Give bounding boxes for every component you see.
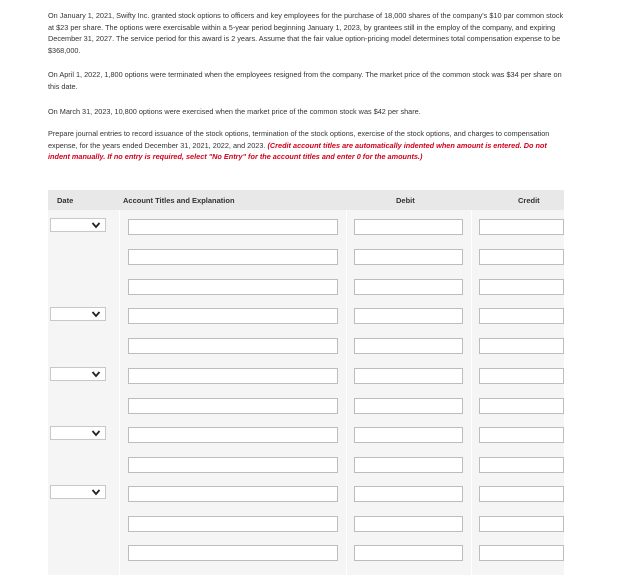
account-title-input[interactable] <box>128 457 338 473</box>
debit-input[interactable] <box>354 338 463 354</box>
account-title-input[interactable] <box>128 486 338 502</box>
column-divider <box>119 210 120 575</box>
account-title-input[interactable] <box>128 219 338 235</box>
credit-input[interactable] <box>479 249 564 265</box>
debit-input[interactable] <box>354 249 463 265</box>
debit-input[interactable] <box>354 427 463 443</box>
date-select[interactable] <box>50 485 106 499</box>
account-title-input[interactable] <box>128 249 338 265</box>
chevron-down-icon <box>91 487 101 497</box>
credit-input[interactable] <box>479 486 564 502</box>
account-title-input[interactable] <box>128 545 338 561</box>
credit-input[interactable] <box>479 545 564 561</box>
credit-input[interactable] <box>479 457 564 473</box>
chevron-down-icon <box>91 428 101 438</box>
problem-paragraph-2: On April 1, 2022, 1,800 options were terminated when the employees resigned from the company. The market price of the common stock was $34 per share on this date. <box>48 70 562 91</box>
instructions-note: (Credit account titles are automatically indented when amount is entered. Do not indent manually. If no entry is required, select "No Entry" for the account titles and enter 0 for the amounts.) <box>48 140 547 161</box>
account-title-input[interactable] <box>128 427 338 443</box>
credit-input[interactable] <box>479 279 564 295</box>
chevron-down-icon <box>91 309 101 319</box>
account-title-input[interactable] <box>128 338 338 354</box>
journal-entry-table <box>48 190 564 575</box>
debit-input[interactable] <box>354 486 463 502</box>
account-title-input[interactable] <box>128 516 338 532</box>
column-divider <box>346 210 347 575</box>
credit-input[interactable] <box>479 308 564 324</box>
credit-input[interactable] <box>479 368 564 384</box>
problem-instructions <box>48 128 566 163</box>
chevron-down-icon <box>91 369 101 379</box>
table-header <box>48 190 564 210</box>
header-account: Account Titles and Explanation <box>123 196 235 205</box>
date-select[interactable] <box>50 426 106 440</box>
instructions-text: Prepare journal entries to record issuance of the stock options, termination of the stock options, exercise of the stock options, and charges to compensation expense, for the years ended December 31, 2021, 2022, and 2023. <box>48 129 550 150</box>
credit-input[interactable] <box>479 398 564 414</box>
credit-input[interactable] <box>479 338 564 354</box>
debit-input[interactable] <box>354 398 463 414</box>
column-divider <box>471 210 472 575</box>
account-title-input[interactable] <box>128 368 338 384</box>
debit-input[interactable] <box>354 368 463 384</box>
debit-input[interactable] <box>354 279 463 295</box>
debit-input[interactable] <box>354 516 463 532</box>
debit-input[interactable] <box>354 308 463 324</box>
credit-input[interactable] <box>479 516 564 532</box>
header-date: Date <box>57 196 74 205</box>
account-title-input[interactable] <box>128 279 338 295</box>
chevron-down-icon <box>91 220 101 230</box>
credit-input[interactable] <box>479 427 564 443</box>
debit-input[interactable] <box>354 219 463 235</box>
date-select[interactable] <box>50 307 106 321</box>
debit-input[interactable] <box>354 457 463 473</box>
credit-input[interactable] <box>479 219 564 235</box>
debit-input[interactable] <box>354 545 463 561</box>
problem-paragraph-3: On March 31, 2023, 10,800 options were exercised when the market price of the common stock was $42 per share. <box>48 107 421 116</box>
header-credit: Credit <box>518 196 540 205</box>
header-debit: Debit <box>396 196 415 205</box>
date-select[interactable] <box>50 218 106 232</box>
problem-paragraph-1: On January 1, 2021, Swifty Inc. granted stock options to officers and key employees for the purchase of 18,000 shares of the company's $10 par common stock at $23 per share. The options were exercisable within a 5-year period beginning January 1, 2023, by grantees still in the employ of the company, and expiring December 31, 2027. The service period for this award is 2 years. Assume that the fair value option-pricing model determines total compensation expense to be $368,000. <box>48 11 564 55</box>
date-select[interactable] <box>50 367 106 381</box>
account-title-input[interactable] <box>128 398 338 414</box>
account-title-input[interactable] <box>128 308 338 324</box>
